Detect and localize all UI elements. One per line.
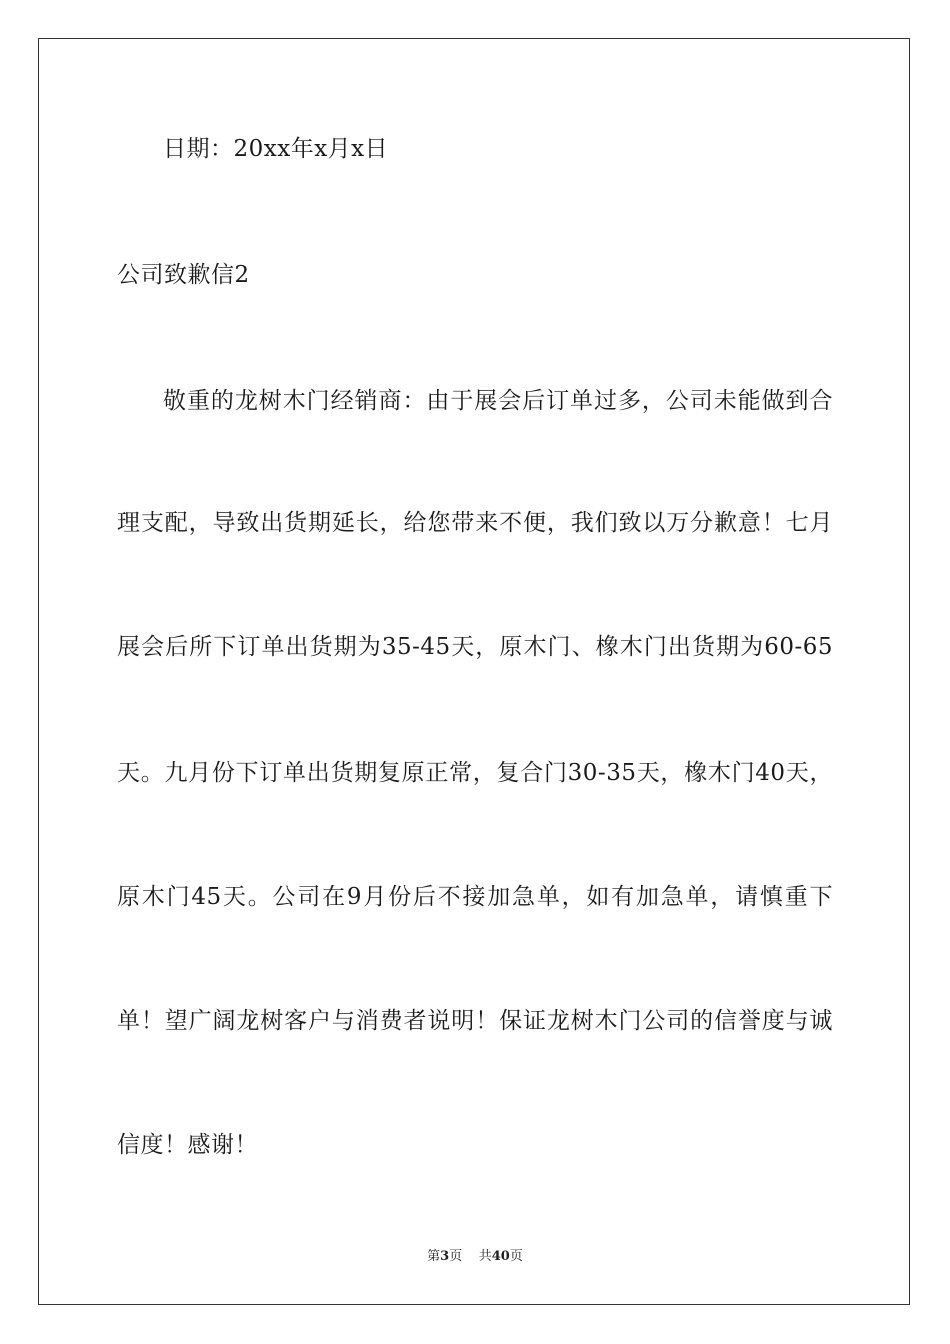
paragraph-line: 理支配，导致出货期延长，给您带来不便，我们致以万分歉意！七月 (117, 510, 833, 536)
date-line: 日期：20xx年x月x日 (163, 136, 389, 162)
paragraph-line: 信度！感谢！ (117, 1132, 258, 1158)
paragraph-line: 敬重的龙树木门经销商：由于展会后订单过多，公司未能做到合 (163, 388, 833, 414)
page-number: 3 (440, 1249, 450, 1264)
paragraph-line: 原木门45天。公司在9月份后不接加急单，如有加急单，请慎重下 (117, 884, 833, 910)
total-pages: 40 (491, 1249, 510, 1264)
total-suffix: 页 (509, 1249, 523, 1264)
total-prefix: 共 (478, 1249, 492, 1264)
paragraph-line: 天。九月份下订单出货期复原正常，复合门30-35天，橡木门40天， (117, 760, 833, 786)
page-suffix: 页 (449, 1249, 463, 1264)
page-footer (0, 1248, 950, 1266)
paragraph-line: 展会后所下订单出货期为35-45天，原木门、橡木门出货期为60-65 (117, 634, 833, 660)
section-title: 公司致歉信2 (117, 262, 250, 288)
paragraph-line: 单！望广阔龙树客户与消费者说明！保证龙树木门公司的信誉度与诚 (117, 1008, 833, 1034)
page-border (38, 38, 910, 1305)
page-prefix: 第 (427, 1249, 441, 1264)
